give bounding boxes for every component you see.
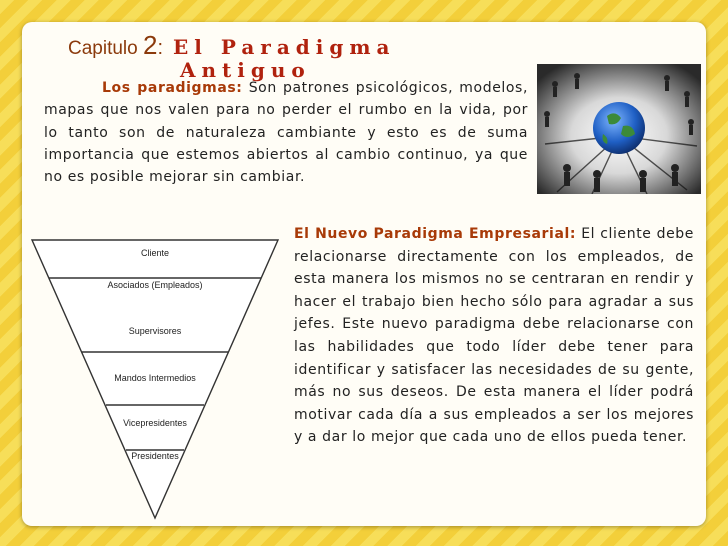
paradigm-definition-paragraph xyxy=(44,77,528,188)
pyramid-level-1: Cliente xyxy=(140,248,170,258)
title-colon: : xyxy=(157,37,164,59)
title-number: 2 xyxy=(143,30,158,60)
slide-title xyxy=(68,30,395,61)
title-prefix: Capitulo xyxy=(68,38,138,59)
globe-people-image xyxy=(537,64,701,194)
pyramid-level-5: Vicepresidentes xyxy=(123,418,187,428)
new-paradigm-lead: El Nuevo Paradigma Empresarial: xyxy=(294,226,577,242)
title-main-line2: Antiguo xyxy=(180,58,311,82)
paradigm-body: Son patrones psicológicos, modelos, mapas que nos valen para no perder el rumbo en la vida, por lo tanto son de naturaleza cambiante y esto es de suma importancia que estemos abiertos al cambio continuo, ya que no es posible mejorar sin cambiar. xyxy=(44,80,529,186)
title-main-line1: El Paradigma xyxy=(173,35,396,59)
pyramid-level-3: Supervisores xyxy=(128,326,182,336)
new-paradigm-body: El cliente debe relacionarse directamente con los empleados, de esta manera los mismos no se centraran en rendir y hacer el trabajo bien hecho sólo para agradar a sus jefes. Este nuevo paradigma debe relacionarse con las habilidades que todo líder debe tener para identificar y satisfacer las necesidades de su gente, más no sus deseos. De esta manera el líder podrá motivar cada día a sus empleados a ser los mejores y a dar lo mejor que cada uno de ellos pueda tener. xyxy=(294,226,694,446)
pyramid-level-6: Presidentes xyxy=(131,451,179,461)
pyramid-level-2: Asociados (Empleados) xyxy=(107,280,203,290)
new-paradigm-paragraph xyxy=(294,223,694,449)
paradigm-lead: Los paradigmas: xyxy=(102,80,243,96)
inverted-pyramid-diagram xyxy=(30,230,280,520)
pyramid-level-4: Mandos Intermedios xyxy=(114,373,196,383)
